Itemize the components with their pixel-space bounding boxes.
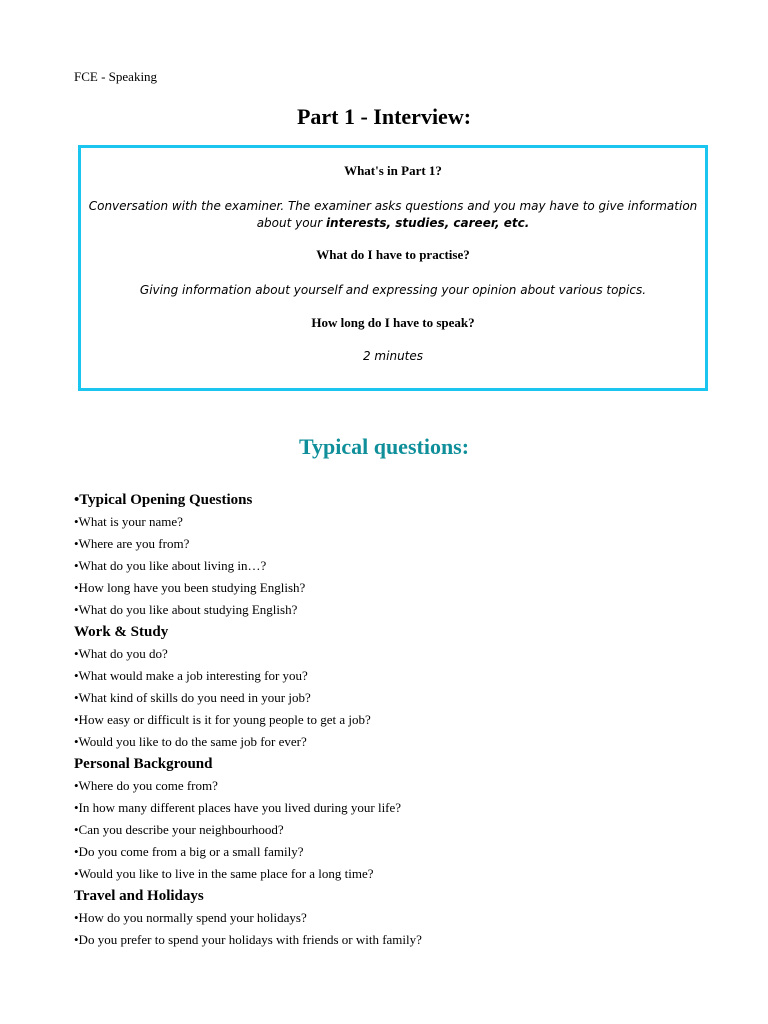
- question-item: •Where are you from?: [74, 536, 190, 551]
- question-item: •How do you normally spend your holidays?: [74, 910, 307, 925]
- question-item: •What do you do?: [74, 646, 168, 661]
- box-description-line2-bold: interests, studies, career, etc.: [325, 216, 530, 230]
- question-item: •Do you prefer to spend your holidays with friends or with family?: [74, 932, 422, 947]
- question-group-opening: [74, 489, 734, 621]
- question-group-title: Personal Background: [74, 756, 213, 772]
- question-item: •Can you describe your neighbourhood?: [74, 822, 284, 837]
- question-group-work-study: [74, 621, 734, 753]
- box-time-text: 2 minutes: [362, 349, 424, 363]
- question-group-title: •Typical Opening Questions: [74, 492, 253, 508]
- question-group-personal-background: [74, 753, 734, 885]
- question-item: •What do you like about studying English?: [74, 602, 298, 617]
- question-item: •In how many different places have you lived during your life?: [74, 800, 402, 815]
- question-item: •Where do you come from?: [74, 778, 218, 793]
- question-group-title: Travel and Holidays: [74, 888, 204, 904]
- question-item: •Would you like to do the same job for ever?: [74, 734, 307, 749]
- question-item: •What would make a job interesting for you?: [74, 668, 308, 683]
- question-item: •Do you come from a big or a small family?: [74, 844, 304, 859]
- document-header: FCE - Speaking: [74, 69, 158, 84]
- question-item: •What kind of skills do you need in your job?: [74, 690, 311, 705]
- section-title-typical-questions: Typical questions:: [298, 434, 470, 459]
- question-item: •What do you like about living in…?: [74, 558, 267, 573]
- question-item: •What is your name?: [74, 514, 183, 529]
- box-heading-practise: What do I have to practise?: [316, 247, 470, 262]
- questions-list: [74, 489, 734, 951]
- box-practise-text: Giving information about yourself and expressing your opinion about various topics.: [139, 283, 647, 297]
- box-heading-how-long: How long do I have to speak?: [311, 315, 475, 330]
- question-item: •How easy or difficult is it for young people to get a job?: [74, 712, 371, 727]
- box-description: [81, 198, 705, 232]
- info-box: [78, 145, 708, 391]
- page-title: Part 1 - Interview:: [296, 104, 472, 129]
- box-heading-whats-in-part: What's in Part 1?: [344, 163, 442, 178]
- question-item: •How long have you been studying English?: [74, 580, 306, 595]
- question-group-travel-holidays: [74, 885, 734, 951]
- box-description-line2-prefix: about your: [256, 216, 326, 230]
- question-group-title: Work & Study: [74, 624, 169, 640]
- box-description-line1: Conversation with the examiner. The examiner asks questions and you may have to give information: [88, 199, 698, 213]
- question-item: •Would you like to live in the same place for a long time?: [74, 866, 374, 881]
